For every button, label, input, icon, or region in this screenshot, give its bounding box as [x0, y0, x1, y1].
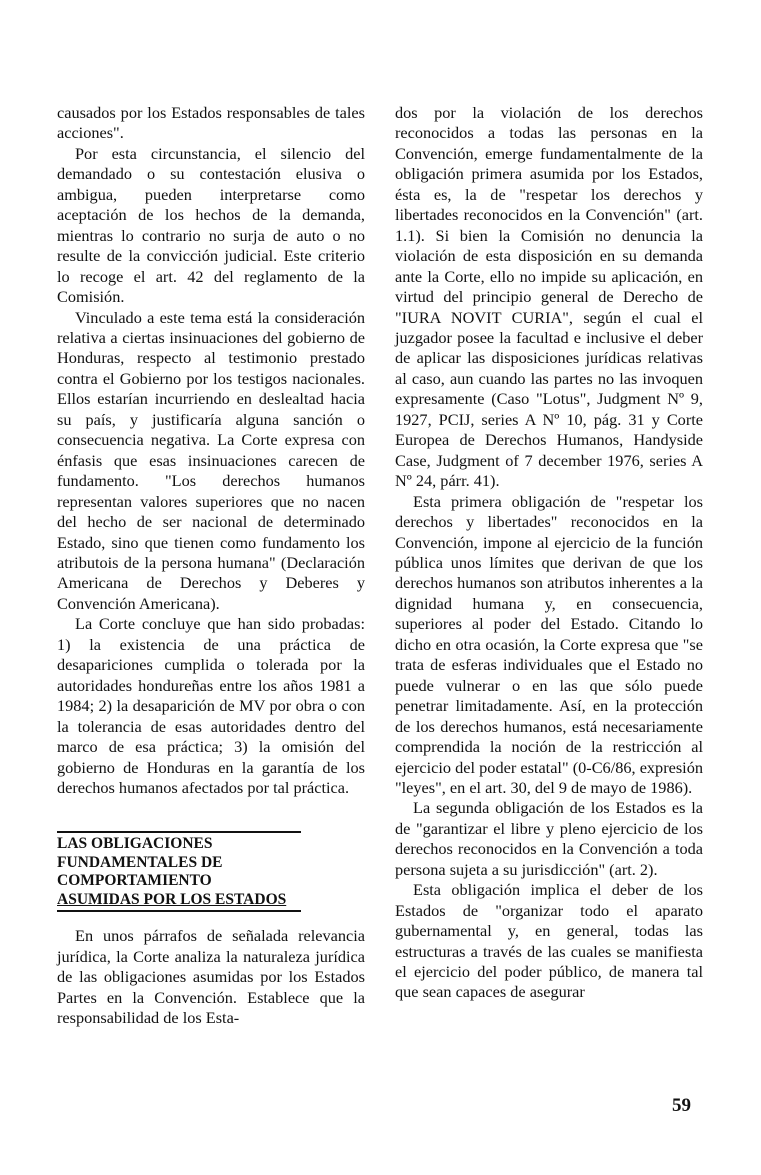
paragraph: Esta obligación implica el deber de los Estados de "organizar todo el aparato gubernamental y, en general, todas las estructuras a través de las cuales se manifiesta el ejercicio del poder público, de manera tal que sean capaces de asegurar	[395, 880, 703, 1002]
heading-line: ASUMIDAS POR LOS ESTADOS	[57, 890, 287, 908]
section-heading-block	[57, 831, 365, 912]
paragraph: Vinculado a este tema está la consideración relativa a ciertas insinuaciones del gobierno de Honduras, respecto al testimonio prestado contra el Gobierno por los testigos nacionales. Ellos estarían incurriendo en deslealtad hacia su país, y justificaría alguna sanción o consecuencia negativa. La Corte expresa con énfasis que esas insinuaciones carecen de fundamento. "Los derechos humanos representan valores superiores que no nacen del hecho de ser nacional de determinado Estado, sino que tienen como fundamento los atributois de la persona humana" (Declaración Americana de Derechos y Deberes y Convención Americana).	[57, 307, 365, 613]
paragraph: La segunda obligación de los Estados es la de "garantizar el libre y pleno ejercicio de los derechos reconocidos en la Convención a toda persona sujeta a su jurisdicción" (art. 2).	[395, 798, 703, 879]
paragraph: Por esta circunstancia, el silencio del demandado o su contestación elusiva o ambigua, pueden interpretarse como aceptación de los hechos de la demanda, mientras lo contrario no surja de auto o no resulte de la convicción judicial. Este criterio lo recoge el art. 42 del reglamento de la Comisión.	[57, 143, 365, 307]
paragraph: Esta primera obligación de "respetar los derechos y libertades" reconocidos en la Convención, impone al ejercicio de la función pública unos límites que derivan de que los derechos humanos son atributos inherentes a la dignidad humana y, en consecuencia, superiores al poder del Estado. Citando lo dicho en otra ocasión, la Corte expresa que "se trata de esferas individuales que el Estado no puede vulnerar o en las que sólo puede penetrar limitadamente. Así, en la protección de los derechos humanos, está necesariamente comprendida la noción de la restricción al ejercicio del poder estatal" (0-C6/86, expresión "leyes", en el art. 30, del 9 de mayo de 1986).	[395, 491, 703, 797]
heading-line: COMPORTAMIENTO	[57, 872, 212, 890]
heading-line: LAS OBLIGACIONES	[57, 835, 213, 853]
paragraph: causados por los Estados responsables de tales acciones".	[57, 103, 365, 143]
heading-rule	[57, 910, 301, 912]
heading-rule	[57, 831, 301, 833]
left-column	[57, 103, 365, 1029]
paragraph: dos por la violación de los derechos reconocidos a todas las personas en la Convención, emerge fundamentalmente de la obligación primera asumida por los Estados, ésta es, la de "respetar los derechos y libertades reconocidos en la Convención" (art. 1.1). Si bien la Comisión no denuncia la violación de esta disposición en su demanda ante la Corte, ello no impide su aplicación, en virtud del principio general de Derecho de "IURA NOVIT CURIA", según el cual el juzgador posee la facultad e inclusive el deber de aplicar las disposiciones jurídicas relativas al caso, aun cuando las partes no las invoquen expresamente (Caso "Lotus", Judgment Nº 9, 1927, PCIJ, series A Nº 10, pág. 31 y Corte Europea de Derechos Humanos, Handyside Case, Judgment of 7 december 1976, series A Nº 24, párr. 41).	[395, 103, 703, 491]
right-column	[395, 103, 703, 1003]
heading-line: FUNDAMENTALES DE	[57, 853, 223, 871]
section-heading	[57, 835, 365, 909]
page-number: 59	[672, 1095, 691, 1116]
paragraph: La Corte concluye que han sido probadas: 1) la existencia de una práctica de desapariciones cumplida o tolerada por la autoridades hondureñas entre los años 1981 a 1984; 2) la desaparición de MV por obra o con la tolerancia de esas autoridades dentro del marco de esa práctica; 3) la omisión del gobierno de Honduras en la garantía de los derechos humanos afectados por tal práctica.	[57, 614, 365, 797]
paragraph: En unos párrafos de señalada relevancia jurídica, la Corte analiza la naturaleza jurídica de las obligaciones asumidas por los Estados Partes en la Convención. Establece que la responsabilidad de los Esta-	[57, 926, 365, 1028]
